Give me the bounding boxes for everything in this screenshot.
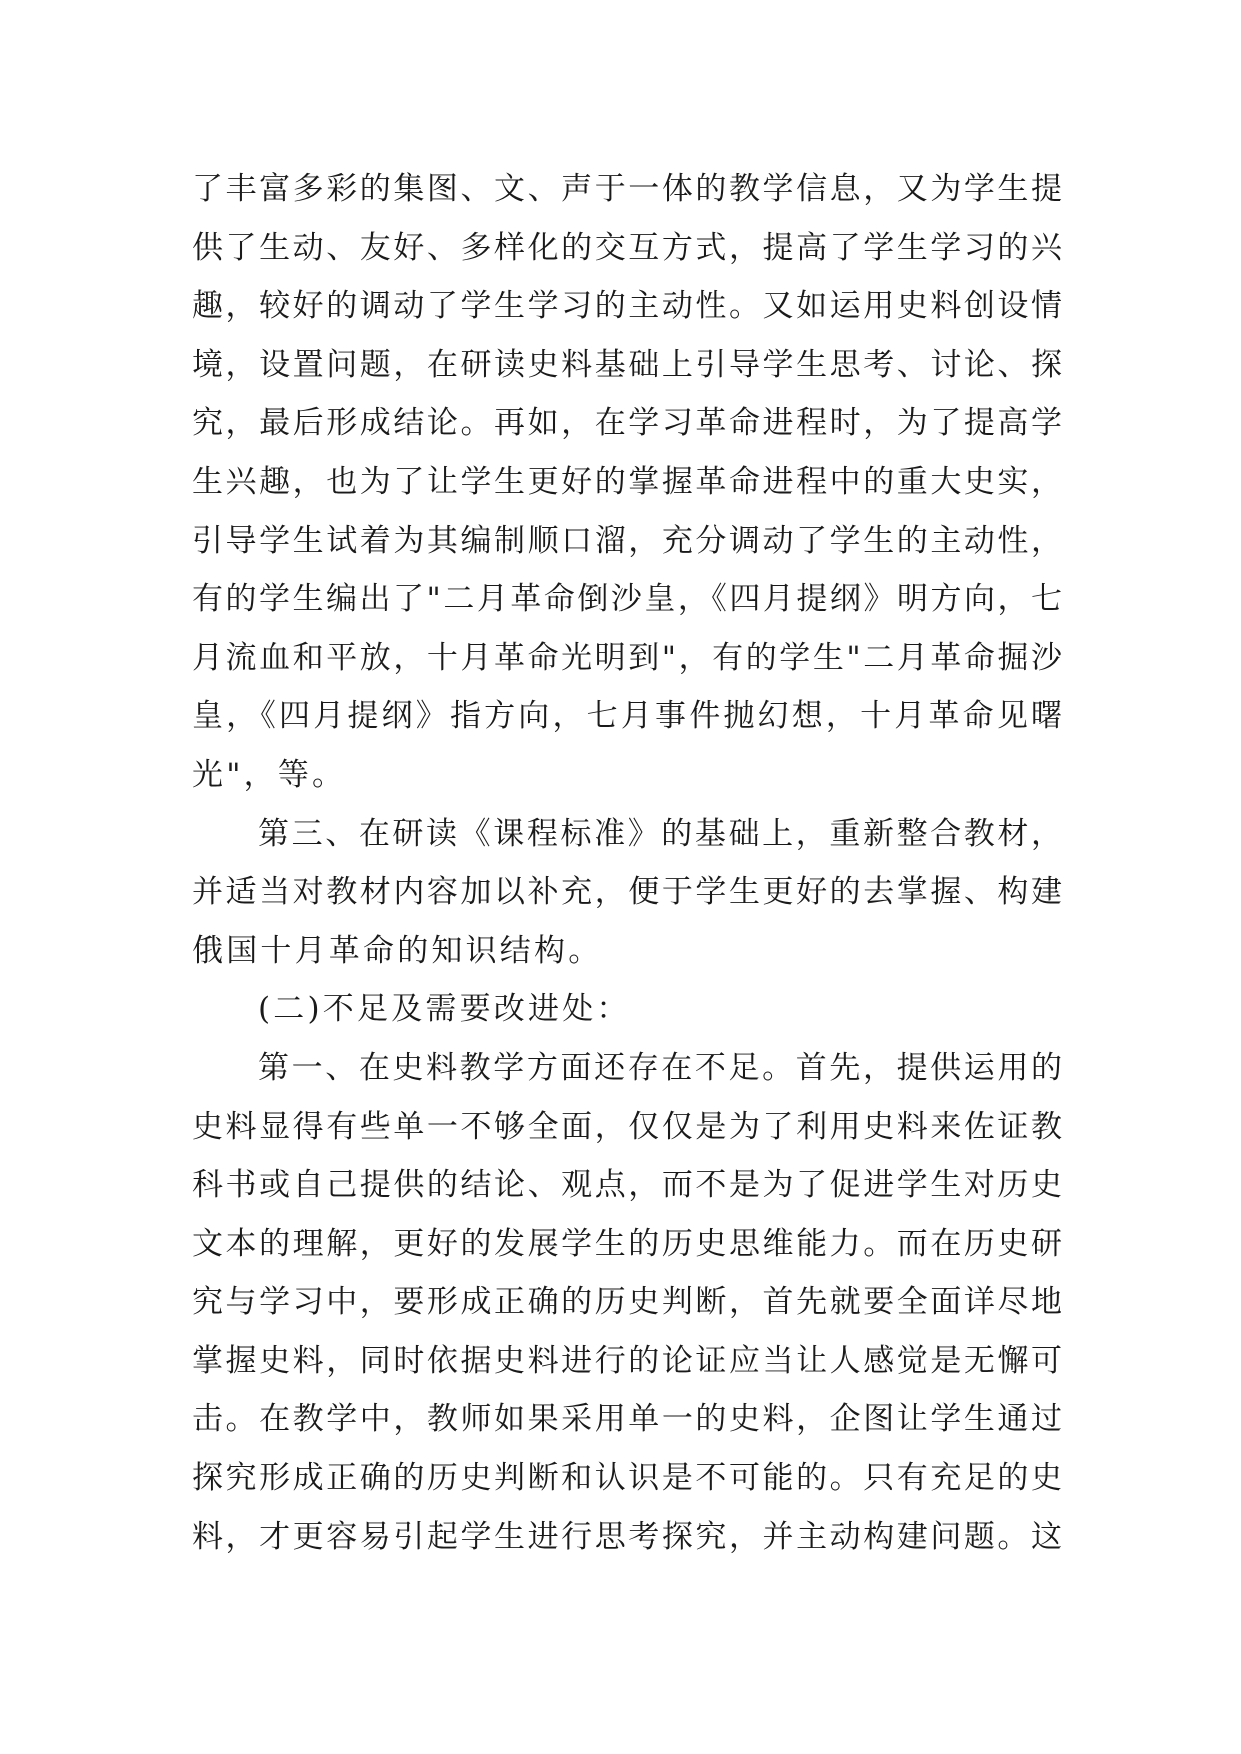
text-line: 供了生动、友好、多样化的交互方式，提高了学生学习的兴 (192, 229, 1062, 266)
text-line: 科书或自己提供的结论、观点，而不是为了促进学生对历史 (192, 1167, 1062, 1204)
text-line: 探究形成正确的历史判断和认识是不可能的。只有充足的史 (192, 1460, 1062, 1497)
text-line: 史料显得有些单一不够全面，仅仅是为了利用史料来佐证教 (192, 1108, 1062, 1145)
text-line: 究与学习中，要形成正确的历史判断，首先就要全面详尽地 (192, 1284, 1062, 1321)
text-line: 料，才更容易引起学生进行思考探究，并主动构建问题。这 (192, 1518, 1062, 1555)
text-line: 击。在教学中，教师如果采用单一的史料，企图让学生通过 (192, 1401, 1062, 1438)
text-line: 引导学生试着为其编制顺口溜，充分调动了学生的主动性， (192, 522, 1062, 559)
text-line: 光"，等。 (192, 756, 347, 793)
text-line: 皇，《四月提纲》指方向，七月事件抛幻想，十月革命见曙 (192, 698, 1062, 735)
text-line: 并适当对教材内容加以补充，便于学生更好的去掌握、构建 (192, 874, 1062, 911)
paragraph-first-line: 第三、在研读《课程标准》的基础上，重新整合教材， (258, 815, 1062, 852)
paragraph-first-line: 第一、在史料教学方面还存在不足。首先，提供运用的 (258, 1049, 1062, 1086)
text-line: 了丰富多彩的集图、文、声于一体的教学信息，又为学生提 (192, 171, 1062, 207)
text-line: 有的学生编出了"二月革命倒沙皇，《四月提纲》明方向，七 (192, 581, 1062, 618)
text-line: 俄国十月革命的知识结构。 (192, 932, 603, 969)
section-heading: (二)不足及需要改进处： (258, 991, 631, 1028)
text-line: 究，最后形成结论。再如，在学习革命进程时，为了提高学 (192, 405, 1062, 442)
text-line: 生兴趣，也为了让学生更好的掌握革命进程中的重大史实， (192, 463, 1062, 500)
body-text (192, 160, 1062, 1566)
text-line: 趣，较好的调动了学生学习的主动性。又如运用史料创设情 (192, 288, 1062, 325)
text-line: 境，设置问题，在研读史料基础上引导学生思考、讨论、探 (192, 346, 1062, 383)
text-line: 月流血和平放，十月革命光明到"，有的学生"二月革命掘沙 (192, 639, 1062, 676)
text-line: 掌握史料，同时依据史料进行的论证应当让人感觉是无懈可 (192, 1342, 1062, 1379)
text-line: 文本的理解，更好的发展学生的历史思维能力。而在历史研 (192, 1225, 1062, 1262)
